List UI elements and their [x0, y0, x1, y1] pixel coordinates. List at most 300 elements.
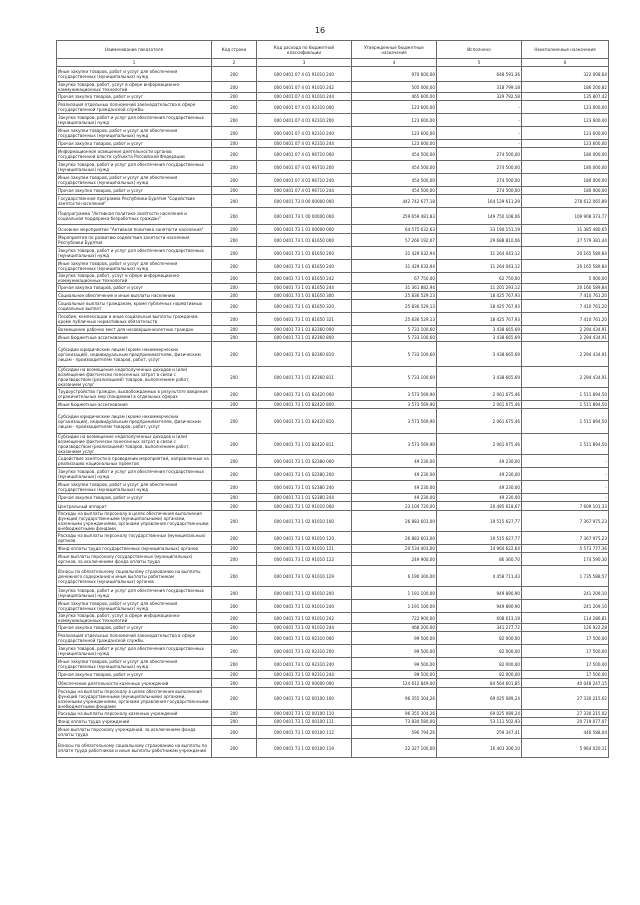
row-classification-code: 000 0401 73 1 02 92310 000	[257, 632, 352, 645]
header-indicator-name: Наименование показателя	[57, 41, 212, 59]
row-line-code: 200	[212, 114, 257, 127]
row-name: Закупка товаров, работ и услуг для обеспечения государственных (муниципальных) нужд	[57, 161, 212, 174]
row-executed-amount: 329 792,58	[437, 93, 522, 101]
row-unexecuted-amount: 180 000,00	[522, 174, 609, 187]
row-classification-code: 000 0401 73 1 01 S2380 000	[257, 455, 352, 468]
row-name: Взносы по обязательному социальному страхованию на выплаты денежного содержания и иные выплаты работникам государственных (муниципальных) органов	[57, 566, 212, 587]
table-row	[57, 187, 609, 195]
table-row	[57, 247, 609, 260]
row-unexecuted-amount: 17 500,00	[522, 658, 609, 671]
row-approved-amount: 3 573 569,90	[352, 388, 437, 401]
row-unexecuted-amount: 5 964 020,11	[522, 739, 609, 758]
row-unexecuted-amount: 2 294 434,91	[522, 334, 609, 342]
row-approved-amount: 1 191 100,00	[352, 587, 437, 600]
table-row	[57, 300, 609, 313]
row-line-code: 200	[212, 326, 257, 334]
row-executed-amount: 84 564 601,85	[437, 679, 522, 688]
column-number: 4	[352, 59, 437, 67]
row-line-code: 200	[212, 225, 257, 234]
row-name: Закупка товаров, работ и услуг для обеспечения государственных (муниципальных) нужд	[57, 468, 212, 481]
row-executed-amount: 82 000,00	[437, 658, 522, 671]
table-row	[57, 313, 609, 326]
row-classification-code: 000 0401 73 1 02 91010 000	[257, 502, 352, 511]
row-approved-amount: 596 794,26	[352, 726, 437, 739]
row-classification-code: 000 0401 73 1 01 82360 800	[257, 334, 352, 342]
row-line-code: 200	[212, 247, 257, 260]
row-approved-amount: 454 500,00	[352, 174, 437, 187]
row-name: Иные закупки товаров, работ и услуг для обеспечения государственных (муниципальных) нужд	[57, 67, 212, 82]
row-unexecuted-amount: 27 579 381,44	[522, 234, 609, 247]
row-executed-amount: 259 347,41	[437, 726, 522, 739]
row-approved-amount: 96 355 304,26	[352, 710, 437, 718]
row-approved-amount: 468 200,00	[352, 624, 437, 632]
budget-execution-table	[56, 40, 609, 758]
row-classification-code: 000 0401 73 1 02 91010 100	[257, 511, 352, 532]
row-unexecuted-amount: 123 600,00	[522, 127, 609, 140]
table-row	[57, 502, 609, 511]
row-approved-amount: 454 500,00	[352, 161, 437, 174]
row-unexecuted-amount: 31 385 480,65	[522, 225, 609, 234]
row-approved-amount: 25 836 529,13	[352, 292, 437, 300]
row-line-code: 200	[212, 553, 257, 566]
row-approved-amount: 73 830 580,00	[352, 718, 437, 726]
row-unexecuted-amount: 7 410 761,20	[522, 313, 609, 326]
row-name: Иные закупки товаров, работ и услуг для обеспечения государственных (муниципальных) нужд	[57, 174, 212, 187]
row-unexecuted-amount: 123 600,00	[522, 101, 609, 114]
row-unexecuted-amount: 27 330 215,02	[522, 688, 609, 710]
row-line-code: 200	[212, 93, 257, 101]
row-name: Расходы на выплаты персоналу казенных учреждений	[57, 710, 212, 718]
row-line-code: 200	[212, 739, 257, 758]
row-unexecuted-amount: 17 500,00	[522, 645, 609, 658]
row-approved-amount: 454 500,00	[352, 148, 437, 161]
row-classification-code: 000 0401 73 1 01 82360 810	[257, 342, 352, 367]
table-row	[57, 234, 609, 247]
row-executed-amount: 20 495 618,67	[437, 502, 522, 511]
row-line-code: 200	[212, 688, 257, 710]
row-approved-amount: 505 000,00	[352, 82, 437, 93]
row-name: Закупка товаров, работ и услуг для обеспечения государственных (муниципальных) нужд	[57, 114, 212, 127]
row-approved-amount: 3 573 569,90	[352, 409, 437, 434]
table-row	[57, 545, 609, 553]
row-name: Возмещение рабочих мест для несовершеннолетних граждан	[57, 326, 212, 334]
row-executed-amount: 2 061 675,46	[437, 434, 522, 455]
table-row	[57, 67, 609, 82]
row-line-code: 200	[212, 710, 257, 718]
row-name: Расходы на выплаты персоналу в целях обеспечения выполнения функций государственными (муниципальными) органами, казенными учреждениями, органами управления государственными внебюджетными фондами	[57, 511, 212, 532]
row-unexecuted-amount: 180 000,00	[522, 161, 609, 174]
row-approved-amount: 99 500,00	[352, 671, 437, 679]
row-classification-code: 000 0401 73 1 01 81650 240	[257, 260, 352, 273]
row-unexecuted-amount: 180 000,00	[522, 148, 609, 161]
row-classification-code: 000 0401 73 1 02 00100 100	[257, 688, 352, 710]
table-row	[57, 225, 609, 234]
row-approved-amount: 20 534 403,00	[352, 545, 437, 553]
table-row	[57, 494, 609, 502]
table-row	[57, 671, 609, 679]
row-executed-amount: 2 061 675,46	[437, 388, 522, 401]
row-classification-code: 000 0401 73 1 02 91010 200	[257, 587, 352, 600]
row-executed-amount: 82 000,00	[437, 632, 522, 645]
row-name: Основное мероприятие "Активная политика занятости населения"	[57, 225, 212, 234]
row-approved-amount: 6 190 300,00	[352, 566, 437, 587]
row-line-code: 200	[212, 273, 257, 284]
column-number: 3	[257, 59, 352, 67]
row-executed-amount: 19 515 627,77	[437, 532, 522, 545]
row-executed-amount: 16 403 306,10	[437, 739, 522, 758]
row-executed-amount: 14 960 622,64	[437, 545, 522, 553]
row-classification-code: 000 0401 73 1 01 S2380 200	[257, 468, 352, 481]
row-classification-code: 000 0401 73 1 01 82420 811	[257, 434, 352, 455]
table-row	[57, 273, 609, 284]
row-approved-amount: 124 612 849,00	[352, 679, 437, 688]
table-row	[57, 718, 609, 726]
row-line-code: 200	[212, 367, 257, 388]
row-executed-amount: 274 500,00	[437, 161, 522, 174]
row-classification-code: 000 0401 73 1 01 81650 320	[257, 300, 352, 313]
row-approved-amount: 57 266 192,07	[352, 234, 437, 247]
row-unexecuted-amount: 40 048 247,15	[522, 679, 609, 688]
row-name: Расходы на выплаты персоналу государственных (муниципальных) органов	[57, 532, 212, 545]
row-classification-code: 000 0401 73 1 02 92310 200	[257, 645, 352, 658]
row-line-code: 200	[212, 511, 257, 532]
row-executed-amount: 69 025 089,24	[437, 710, 522, 718]
row-executed-amount: 82 000,00	[437, 671, 522, 679]
row-classification-code: 000 0401 73 1 02 91010 240	[257, 600, 352, 613]
row-unexecuted-amount: 114 286,81	[522, 613, 609, 624]
row-classification-code: 000 0401 73 1 02 00100 112	[257, 726, 352, 739]
row-line-code: 200	[212, 342, 257, 367]
row-name: Пособия, компенсации и иные социальные выплаты гражданам, кроме публичных нормативных обязательств	[57, 313, 212, 326]
row-executed-amount: 18 425 767,93	[437, 313, 522, 326]
row-executed-amount: 18 425 767,93	[437, 300, 522, 313]
row-approved-amount: 25 836 529,13	[352, 313, 437, 326]
row-approved-amount: 99 500,00	[352, 645, 437, 658]
row-executed-amount: 949 890,90	[437, 587, 522, 600]
row-approved-amount: 722 900,00	[352, 613, 437, 624]
row-approved-amount: 26 883 603,00	[352, 532, 437, 545]
row-name: Реализация отдельных полномочий законодательства в сфере государственной гражданской службы	[57, 101, 212, 114]
row-name: Государственная программа Республики Бурятия "Содействие занятости населения"	[57, 195, 212, 208]
row-approved-amount: 25 836 529,13	[352, 300, 437, 313]
row-approved-amount: 99 500,00	[352, 632, 437, 645]
row-classification-code: 000 0401 73 1 01 S2380 244	[257, 494, 352, 502]
row-executed-amount: 49 230,00	[437, 494, 522, 502]
row-name: Взносы по обязательному социальному страхованию на выплаты по оплате труда работников и иные выплаты работникам учреждений	[57, 739, 212, 758]
row-approved-amount: 3 573 569,90	[352, 401, 437, 409]
row-executed-amount: 949 890,90	[437, 600, 522, 613]
header-approved: Утвержденные бюджетные назначения	[352, 41, 437, 59]
row-name: Иные закупки товаров, работ и услуг для обеспечения государственных (муниципальных) нужд	[57, 600, 212, 613]
row-classification-code: 000 0401 73 1 01 S2380 240	[257, 481, 352, 494]
row-classification-code: 000 0401 73 1 02 91010 244	[257, 624, 352, 632]
row-unexecuted-amount: 7 367 975,23	[522, 532, 609, 545]
row-line-code: 200	[212, 284, 257, 292]
row-executed-amount: 69 025 089,24	[437, 688, 522, 710]
row-approved-amount: 49 230,00	[352, 455, 437, 468]
row-classification-code: 000 0401 07 4 01 92310 240	[257, 127, 352, 140]
row-unexecuted-amount: 1 511 894,50	[522, 434, 609, 455]
row-line-code: 200	[212, 174, 257, 187]
row-unexecuted-amount: 446 588,04	[522, 726, 609, 739]
row-name: Закупка товаров, работ и услуг для обеспечения государственных (муниципальных) нужд	[57, 587, 212, 600]
row-unexecuted-amount: 7 609 101,33	[522, 502, 609, 511]
row-name: Фонд оплаты труда учреждений	[57, 718, 212, 726]
row-line-code: 200	[212, 67, 257, 82]
row-line-code: 200	[212, 187, 257, 195]
column-number: 2	[212, 59, 257, 67]
table-row	[57, 553, 609, 566]
row-unexecuted-amount: -	[522, 494, 609, 502]
table-row	[57, 292, 609, 300]
row-approved-amount: 442 742 677,18	[352, 195, 437, 208]
table-row	[57, 726, 609, 739]
table-row	[57, 532, 609, 545]
table-row	[57, 401, 609, 409]
row-name: Иные закупки товаров, работ и услуг для обеспечения государственных (муниципальных) нужд	[57, 481, 212, 494]
row-name: Трудоустройство граждан, высвобождаемых в результате введения ограничительных мер (пандемии) в отдельных сферах	[57, 388, 212, 401]
row-unexecuted-amount: -	[522, 468, 609, 481]
row-name: Иные бюджетные ассигнования	[57, 401, 212, 409]
row-unexecuted-amount: 322 008,64	[522, 67, 609, 82]
row-line-code: 200	[212, 101, 257, 114]
row-unexecuted-amount: -	[522, 455, 609, 468]
row-line-code: 200	[212, 481, 257, 494]
table-row	[57, 388, 609, 401]
row-executed-amount: 49 230,00	[437, 468, 522, 481]
row-unexecuted-amount: 7 367 975,23	[522, 511, 609, 532]
table-body	[57, 67, 609, 758]
row-classification-code: 000 0401 07 4 01 92310 000	[257, 101, 352, 114]
row-name: Субсидии юридическим лицам (кроме некоммерческих организаций), индивидуальным предпринимателям, физическим лицам - производителям товаров, работ, услуг	[57, 342, 212, 367]
row-name: Прочая закупка товаров, работ и услуг	[57, 140, 212, 148]
row-unexecuted-amount: 2 294 434,91	[522, 367, 609, 388]
row-executed-amount: 3 438 665,69	[437, 367, 522, 388]
row-executed-amount: 18 425 767,93	[437, 292, 522, 300]
row-unexecuted-amount: 123 600,00	[522, 140, 609, 148]
column-number: 5	[437, 59, 522, 67]
row-approved-amount: 99 500,00	[352, 658, 437, 671]
table-row	[57, 455, 609, 468]
row-unexecuted-amount: 17 500,00	[522, 632, 609, 645]
row-executed-amount: 11 201 293,12	[437, 284, 522, 292]
row-line-code: 200	[212, 82, 257, 93]
table-row	[57, 679, 609, 688]
table-row	[57, 468, 609, 481]
row-classification-code: 000 0401 73 1 02 91010 242	[257, 613, 352, 624]
row-executed-amount: 3 438 665,69	[437, 326, 522, 334]
row-approved-amount: 31 429 632,94	[352, 247, 437, 260]
row-classification-code: 000 0401 73 1 01 82360 811	[257, 367, 352, 388]
table-row	[57, 127, 609, 140]
row-name: Субсидии юридическим лицам (кроме некоммерческих организаций), индивидуальным предпринимателям, физическим лицам - производителям товаров, работ, услуг	[57, 409, 212, 434]
row-executed-amount: 82 000,00	[437, 645, 522, 658]
row-unexecuted-amount: 123 600,00	[522, 114, 609, 127]
row-unexecuted-amount: 20 160 589,84	[522, 284, 609, 292]
row-unexecuted-amount: 1 511 894,50	[522, 388, 609, 401]
row-unexecuted-amount: 20 165 589,84	[522, 260, 609, 273]
header-unexecuted: Неисполненные назначения	[522, 41, 609, 59]
row-approved-amount: 49 230,00	[352, 468, 437, 481]
table-row	[57, 587, 609, 600]
row-classification-code: 000 0401 07 4 01 96710 244	[257, 187, 352, 195]
row-executed-amount: 53 111 502,93	[437, 718, 522, 726]
table-row	[57, 434, 609, 455]
row-executed-amount: 274 500,00	[437, 187, 522, 195]
table-row	[57, 688, 609, 710]
row-approved-amount: 123 600,00	[352, 127, 437, 140]
row-approved-amount: 23 104 720,00	[352, 502, 437, 511]
row-classification-code: 000 0401 73 1 01 81650 300	[257, 292, 352, 300]
row-approved-amount: 3 573 569,90	[352, 434, 437, 455]
table-row	[57, 326, 609, 334]
table-row	[57, 632, 609, 645]
row-line-code: 200	[212, 260, 257, 273]
row-name: Закупка товаров, работ, услуг в сфере информационно-коммуникационных технологий	[57, 273, 212, 284]
row-line-code: 200	[212, 679, 257, 688]
row-classification-code: 000 0401 73 1 00 00000 000	[257, 208, 352, 225]
row-executed-amount: 29 688 810,06	[437, 234, 522, 247]
row-executed-amount: 149 750 108,06	[437, 208, 522, 225]
row-unexecuted-amount: 180 000,00	[522, 187, 609, 195]
table-row	[57, 367, 609, 388]
row-unexecuted-amount: 17 500,00	[522, 671, 609, 679]
row-unexecuted-amount: 126 922,28	[522, 624, 609, 632]
row-classification-code: 000 0401 07 4 01 96710 240	[257, 174, 352, 187]
row-name: Расходы на выплаты персоналу в целях обеспечения выполнения функций государственными (муниципальными) органами, казенными учреждениями, органами управления государственными внебюджетными фондами	[57, 688, 212, 710]
row-approved-amount: 454 500,00	[352, 187, 437, 195]
row-classification-code: 000 0401 73 1 02 00100 110	[257, 710, 352, 718]
row-name: Иные закупки товаров, работ и услуг для обеспечения государственных (муниципальных) нужд	[57, 260, 212, 273]
row-line-code: 200	[212, 600, 257, 613]
row-approved-amount: 5 733 100,60	[352, 334, 437, 342]
row-unexecuted-amount: 2 294 434,91	[522, 326, 609, 334]
row-approved-amount: 31 361 882,94	[352, 284, 437, 292]
row-executed-amount: 11 264 043,12	[437, 247, 522, 260]
row-classification-code: 000 0401 73 1 02 92310 240	[257, 658, 352, 671]
row-name: Закупка товаров, работ и услуг для обеспечения государственных (муниципальных) нужд	[57, 645, 212, 658]
row-classification-code: 000 0401 73 1 01 81650 321	[257, 313, 352, 326]
row-line-code: 200	[212, 234, 257, 247]
row-executed-amount: 274 500,00	[437, 174, 522, 187]
row-line-code: 200	[212, 434, 257, 455]
header-row	[57, 41, 609, 59]
row-name: Закупка товаров, работ и услуг для обеспечения государственных (муниципальных) нужд	[57, 247, 212, 260]
row-name: Центральный аппарат	[57, 502, 212, 511]
row-classification-code: 000 0401 07 4 01 96710 200	[257, 161, 352, 174]
row-approved-amount: 96 355 304,26	[352, 688, 437, 710]
row-name: Закупка товаров, работ, услуг в сфере информационно-коммуникационных технологий	[57, 82, 212, 93]
row-approved-amount: 259 659 481,83	[352, 208, 437, 225]
row-line-code: 200	[212, 718, 257, 726]
row-executed-amount: 49 230,00	[437, 455, 522, 468]
row-approved-amount: 249 900,00	[352, 553, 437, 566]
row-unexecuted-amount: 1 511 894,50	[522, 401, 609, 409]
row-line-code: 200	[212, 401, 257, 409]
row-approved-amount: 49 230,00	[352, 494, 437, 502]
row-approved-amount: 123 600,00	[352, 114, 437, 127]
row-line-code: 200	[212, 645, 257, 658]
row-name: Субсидии на возмещение недополученных доходов и (или) возмещение фактически понесенных затрат в связи с производством (реализацией) товаров, выполнением работ, оказанием услуг	[57, 434, 212, 455]
row-name: Прочая закупка товаров, работ и услуг	[57, 284, 212, 292]
row-line-code: 200	[212, 300, 257, 313]
row-line-code: 200	[212, 334, 257, 342]
table-row	[57, 140, 609, 148]
row-classification-code: 000 0401 73 1 02 91010 122	[257, 553, 352, 566]
row-line-code: 200	[212, 566, 257, 587]
row-executed-amount: 86 360,70	[437, 553, 522, 566]
row-name: Прочая закупка товаров, работ и услуг	[57, 93, 212, 101]
row-approved-amount: 123 600,00	[352, 101, 437, 114]
row-executed-amount: -	[437, 114, 522, 127]
row-classification-code: 000 0401 73 1 02 92310 244	[257, 671, 352, 679]
row-line-code: 200	[212, 195, 257, 208]
row-unexecuted-amount: 135 807,42	[522, 93, 609, 101]
row-executed-amount: 3 438 665,69	[437, 342, 522, 367]
row-unexecuted-amount: 2 294 434,91	[522, 342, 609, 367]
row-line-code: 200	[212, 388, 257, 401]
table-row	[57, 511, 609, 532]
row-line-code: 200	[212, 545, 257, 553]
row-name: Подпрограмма "Активная политика занятости населения и социальная поддержка безработных граждан"	[57, 208, 212, 225]
row-unexecuted-amount: 5 573 777,36	[522, 545, 609, 553]
row-unexecuted-amount: 1 735 588,57	[522, 566, 609, 587]
row-line-code: 200	[212, 494, 257, 502]
column-number: 1	[57, 59, 212, 67]
row-line-code: 200	[212, 502, 257, 511]
row-executed-amount: -	[437, 140, 522, 148]
row-line-code: 200	[212, 632, 257, 645]
row-name: Социальное обеспечение и иные выплаты населению	[57, 292, 212, 300]
row-approved-amount: 1 191 100,00	[352, 600, 437, 613]
row-name: Обеспечение деятельности казенных учреждений	[57, 679, 212, 688]
row-approved-amount: 49 230,00	[352, 481, 437, 494]
row-classification-code: 000 0401 07 4 01 92310 200	[257, 114, 352, 127]
row-classification-code: 000 0401 73 1 02 00100 119	[257, 739, 352, 758]
page-number: 16	[314, 26, 326, 35]
table-row	[57, 342, 609, 367]
column-number-row	[57, 59, 609, 67]
row-name: Иные закупки товаров, работ и услуг для обеспечения государственных (муниципальных) нужд	[57, 658, 212, 671]
row-classification-code: 000 0401 73 1 01 81650 200	[257, 247, 352, 260]
row-classification-code: 000 0401 73 1 02 91010 129	[257, 566, 352, 587]
column-number: 6	[522, 59, 609, 67]
row-name: Закупка товаров, работ, услуг в сфере информационно-коммуникационных технологий	[57, 613, 212, 624]
row-line-code: 200	[212, 726, 257, 739]
row-executed-amount: 33 190 151,19	[437, 225, 522, 234]
row-approved-amount: 64 575 632,63	[352, 225, 437, 234]
row-classification-code: 000 0401 73 1 01 81650 000	[257, 234, 352, 247]
table-row	[57, 334, 609, 342]
table-row	[57, 82, 609, 93]
row-classification-code: 000 0401 73 1 01 81650 244	[257, 284, 352, 292]
row-approved-amount: 31 429 632,94	[352, 260, 437, 273]
table-row	[57, 600, 609, 613]
row-classification-code: 000 0401 73 1 01 82360 000	[257, 326, 352, 334]
row-unexecuted-amount: 174 590,30	[522, 553, 609, 566]
row-executed-amount: 164 129 611,29	[437, 195, 522, 208]
row-unexecuted-amount: -	[522, 481, 609, 494]
table-row	[57, 658, 609, 671]
row-executed-amount: 62 750,00	[437, 273, 522, 284]
row-name: Мероприятия по развитию содействия занятости населения Республики Бурятия	[57, 234, 212, 247]
row-line-code: 200	[212, 468, 257, 481]
row-approved-amount: 5 733 100,60	[352, 342, 437, 367]
row-unexecuted-amount: 241 209,10	[522, 587, 609, 600]
row-line-code: 200	[212, 671, 257, 679]
row-line-code: 200	[212, 292, 257, 300]
row-name: Иные выплаты персоналу учреждений, за исключением фонда оплаты труда	[57, 726, 212, 739]
